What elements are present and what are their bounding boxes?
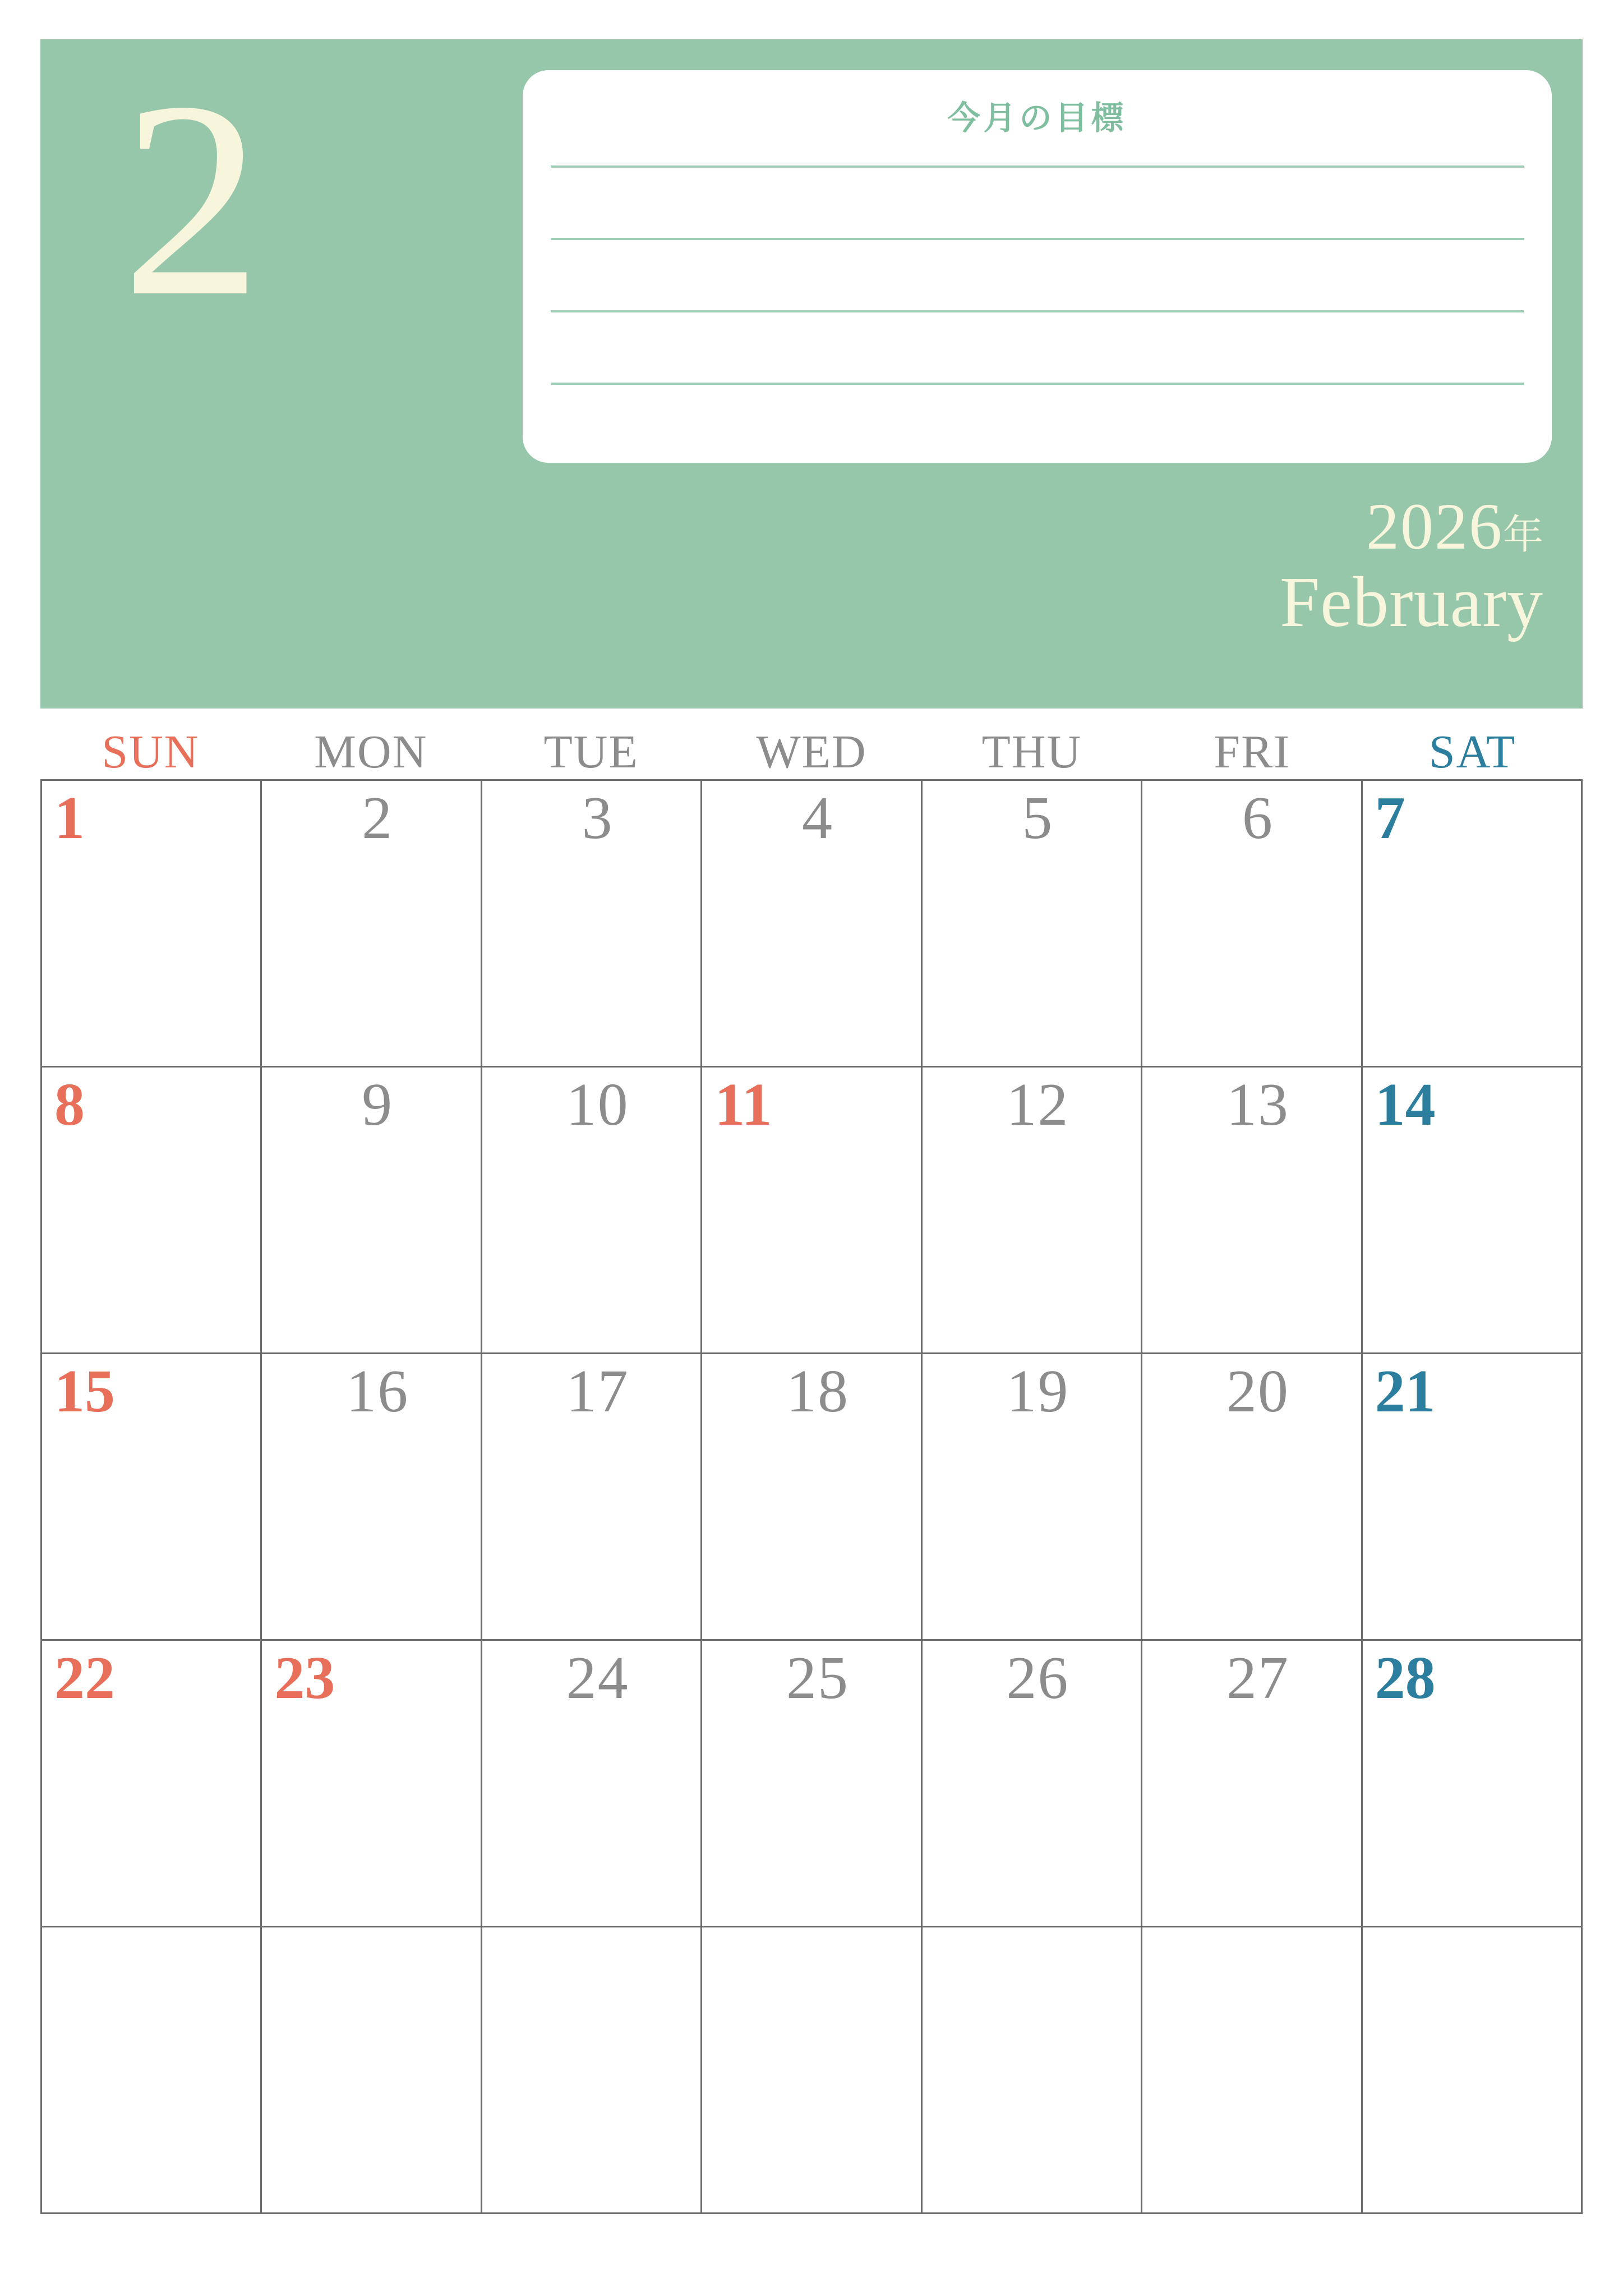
day-number: 16	[346, 1358, 409, 1425]
calendar-day-cell[interactable]	[1142, 1354, 1362, 1641]
calendar-day-cell[interactable]	[923, 1927, 1142, 2214]
calendar-day-cell[interactable]	[923, 781, 1142, 1068]
day-number: 4	[801, 785, 833, 852]
calendar-day-cell[interactable]	[1142, 781, 1362, 1068]
calendar-day-cell[interactable]	[42, 781, 262, 1068]
calendar-day-cell[interactable]	[482, 1068, 702, 1354]
month-name: February	[1279, 562, 1543, 642]
goal-write-line[interactable]	[551, 310, 1524, 312]
goal-write-line[interactable]	[551, 238, 1524, 240]
day-number: 20	[1226, 1358, 1289, 1425]
goal-write-line[interactable]	[551, 165, 1524, 168]
monthly-goal-box[interactable]	[523, 70, 1552, 463]
weekday-tue: TUE	[543, 726, 639, 778]
day-number: 15	[54, 1358, 115, 1425]
weekday-mon: MON	[314, 726, 428, 778]
day-number: 21	[1375, 1358, 1436, 1425]
day-number: 18	[786, 1358, 849, 1425]
calendar-day-cell[interactable]	[702, 1927, 922, 2214]
calendar-day-cell[interactable]	[702, 781, 922, 1068]
calendar-day-cell[interactable]	[702, 1641, 922, 1927]
calendar-day-cell[interactable]	[262, 1354, 482, 1641]
day-number: 25	[786, 1645, 849, 1711]
calendar-day-cell[interactable]	[923, 1641, 1142, 1927]
calendar-day-cell[interactable]	[482, 1641, 702, 1927]
calendar-grid	[40, 779, 1583, 2214]
calendar-day-cell[interactable]	[1142, 1641, 1362, 1927]
day-number: 13	[1226, 1071, 1289, 1138]
day-number: 27	[1226, 1645, 1289, 1711]
day-number: 14	[1375, 1071, 1436, 1138]
weekday-sat: SAT	[1428, 726, 1516, 778]
weekday-fri: FRI	[1214, 726, 1291, 778]
goal-write-line[interactable]	[551, 383, 1524, 385]
calendar-day-cell[interactable]	[482, 781, 702, 1068]
year-month-label	[1279, 490, 1543, 642]
calendar-day-cell[interactable]	[1363, 1641, 1583, 1927]
calendar-day-cell[interactable]	[702, 1068, 922, 1354]
year-value: 2026	[1366, 490, 1503, 563]
calendar-header	[40, 39, 1583, 708]
calendar-day-cell[interactable]	[1363, 1068, 1583, 1354]
day-number: 9	[362, 1071, 394, 1138]
weekday-thu: THU	[981, 726, 1082, 778]
day-number: 22	[54, 1645, 115, 1711]
calendar-day-cell[interactable]	[42, 1641, 262, 1927]
day-number: 1	[54, 785, 85, 852]
calendar-day-cell[interactable]	[923, 1068, 1142, 1354]
day-number: 23	[274, 1645, 335, 1711]
day-number: 28	[1375, 1645, 1436, 1711]
calendar-day-cell[interactable]	[262, 1641, 482, 1927]
day-number: 10	[566, 1071, 629, 1138]
year-line	[1280, 490, 1543, 563]
calendar-day-cell[interactable]	[1142, 1068, 1362, 1354]
day-number: 19	[1006, 1358, 1069, 1425]
calendar-day-cell[interactable]	[1363, 781, 1583, 1068]
calendar-day-cell[interactable]	[482, 1927, 702, 2214]
day-number: 17	[566, 1358, 629, 1425]
calendar-day-cell[interactable]	[42, 1927, 262, 2214]
calendar-day-cell[interactable]	[42, 1068, 262, 1354]
calendar-day-cell[interactable]	[702, 1354, 922, 1641]
calendar-day-cell[interactable]	[1142, 1927, 1362, 2214]
month-number: 2	[122, 44, 259, 355]
calendar-day-cell[interactable]	[262, 1068, 482, 1354]
day-number: 26	[1006, 1645, 1069, 1711]
day-number: 5	[1022, 785, 1054, 852]
day-number: 2	[362, 785, 394, 852]
day-number: 3	[582, 785, 614, 852]
year-suffix-kanji: 年	[1502, 511, 1543, 558]
calendar-day-cell[interactable]	[42, 1354, 262, 1641]
day-number: 11	[714, 1071, 772, 1138]
day-number: 24	[566, 1645, 629, 1711]
day-number: 12	[1006, 1071, 1069, 1138]
day-number: 6	[1242, 785, 1274, 852]
calendar-day-cell[interactable]	[1363, 1354, 1583, 1641]
day-number: 7	[1375, 785, 1405, 852]
day-number: 8	[54, 1071, 85, 1138]
calendar-day-cell[interactable]	[262, 1927, 482, 2214]
monthly-goal-lines	[551, 165, 1524, 385]
calendar-day-cell[interactable]	[482, 1354, 702, 1641]
weekday-wed: WED	[756, 726, 867, 778]
calendar-day-cell[interactable]	[262, 781, 482, 1068]
weekday-header-row	[40, 726, 1583, 778]
monthly-goal-title: 今月の目標	[947, 99, 1127, 137]
calendar-day-cell[interactable]	[1363, 1927, 1583, 2214]
calendar-day-cell[interactable]	[923, 1354, 1142, 1641]
weekday-sun: SUN	[102, 726, 200, 778]
